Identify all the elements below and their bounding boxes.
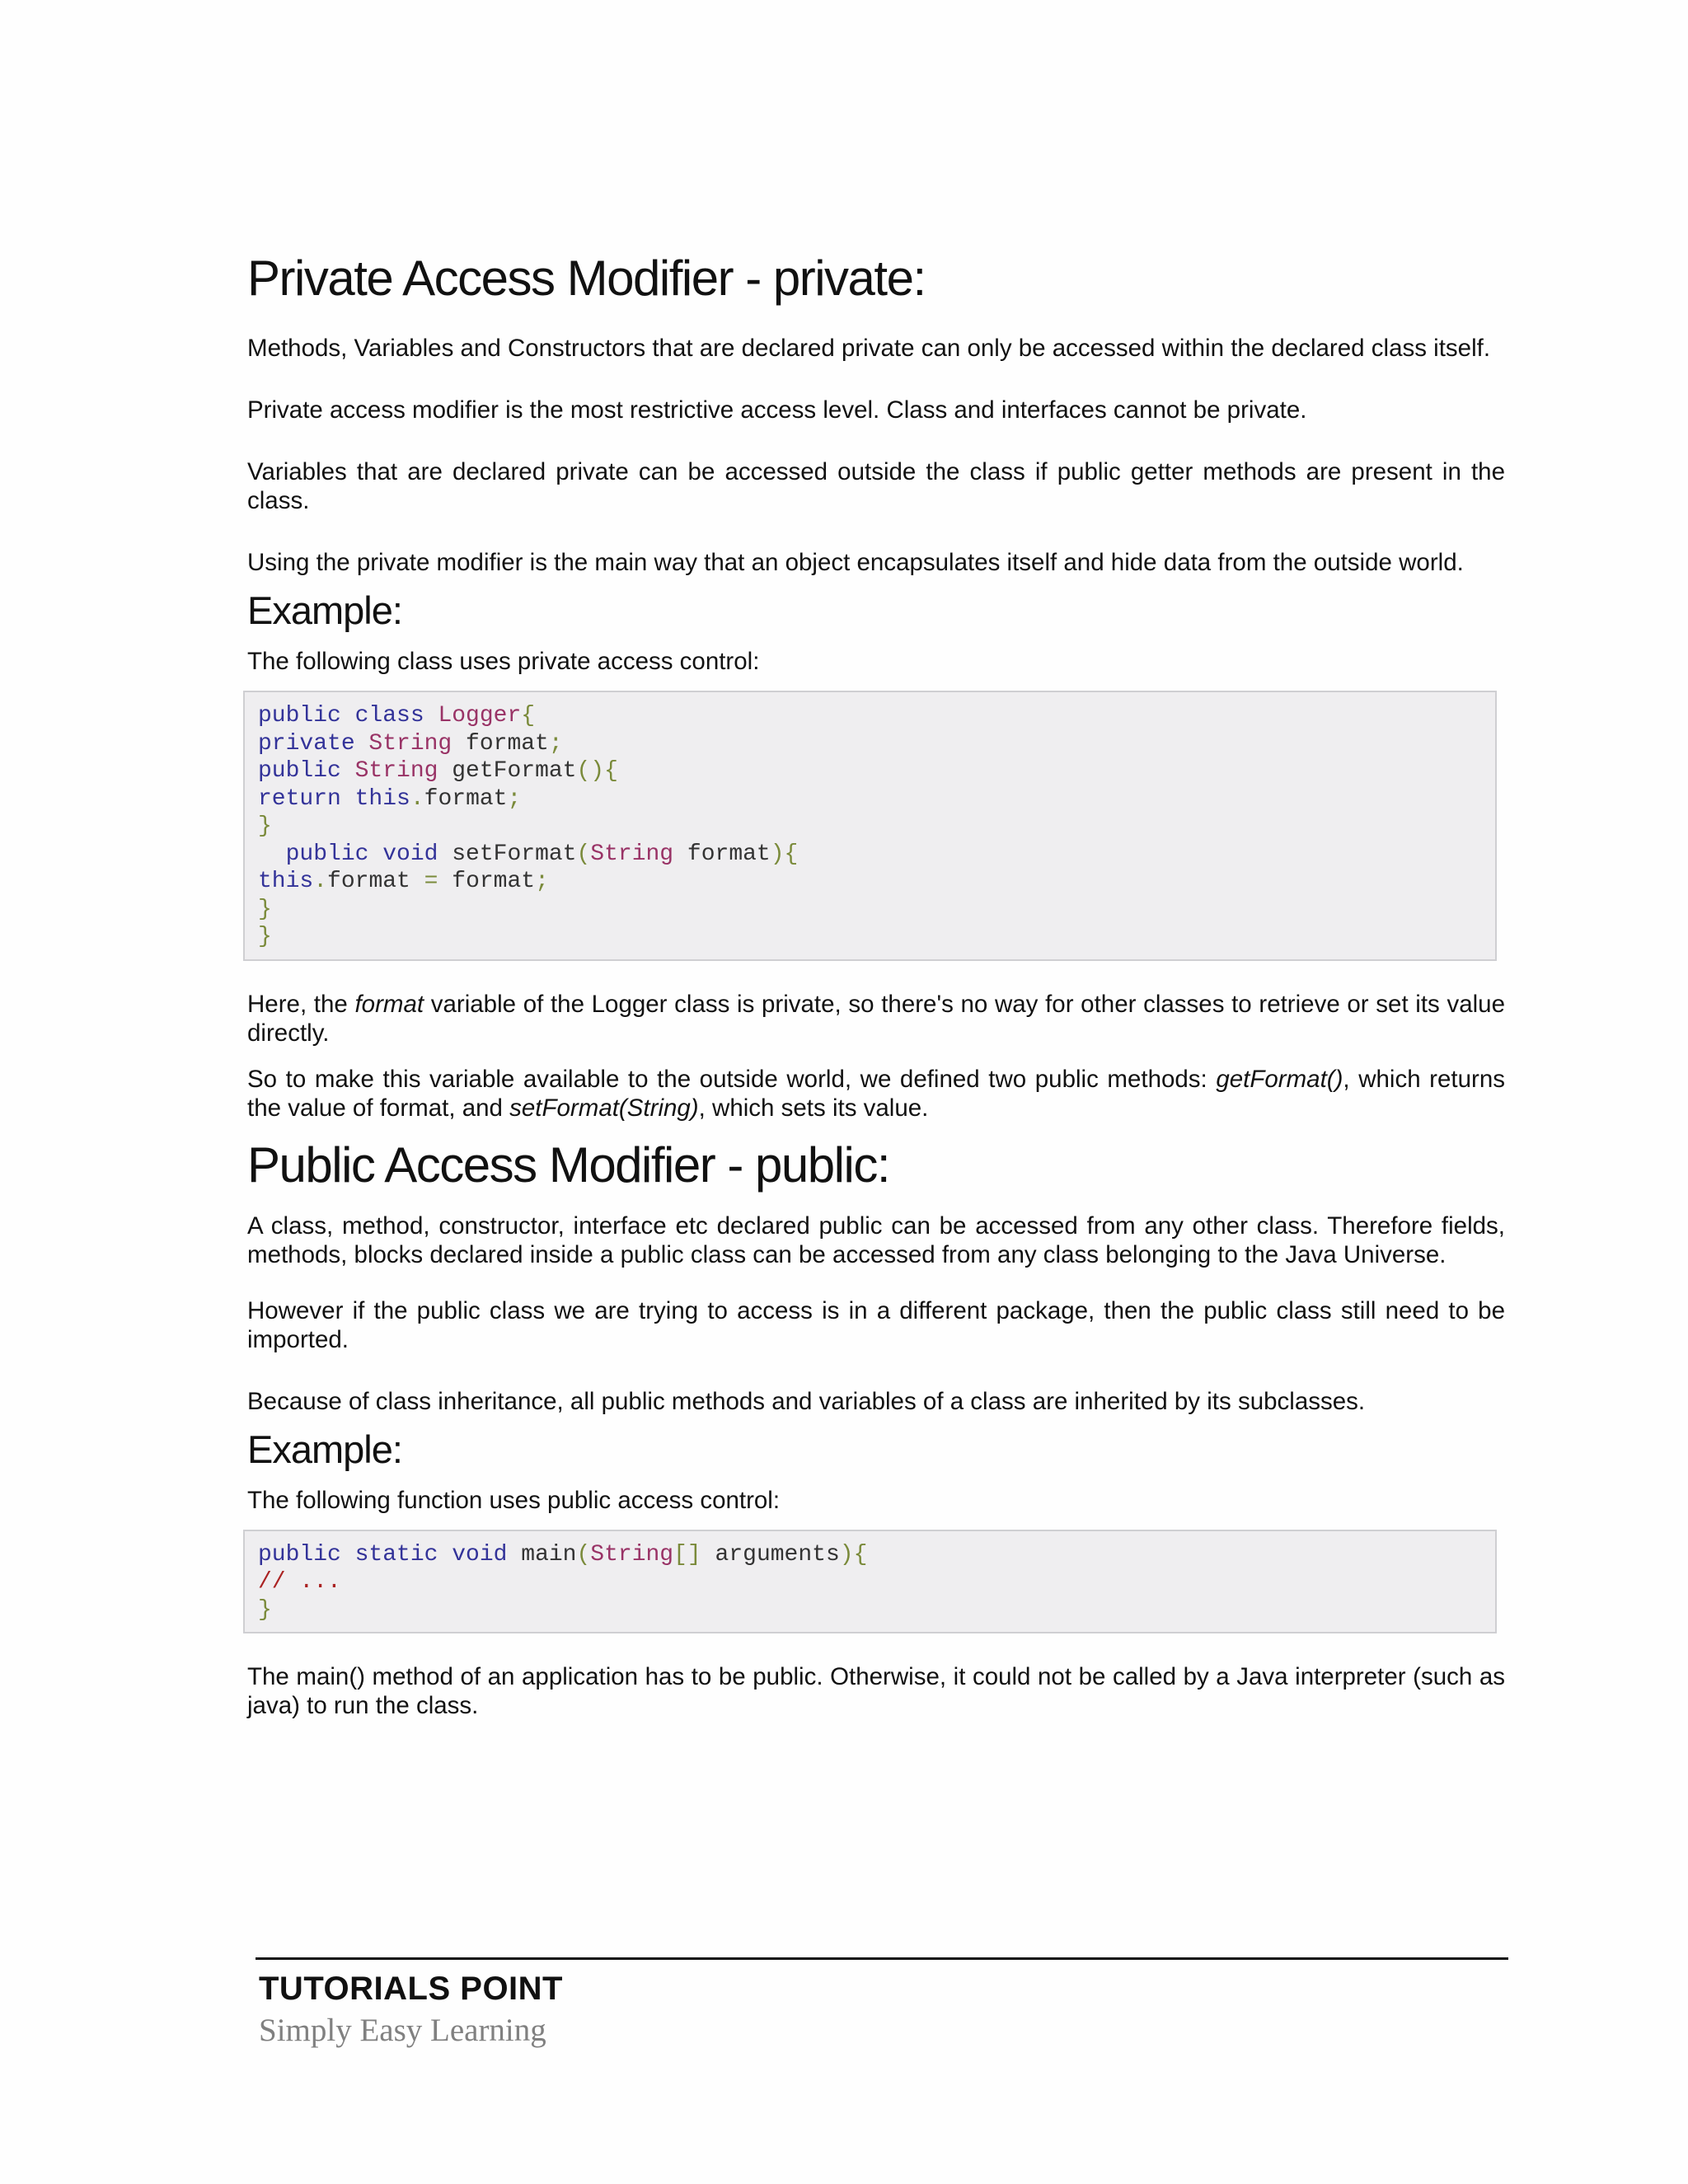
example-heading: Example:	[247, 1427, 402, 1471]
code-token: .	[410, 785, 424, 812]
code-token: {	[521, 703, 536, 729]
page-content	[247, 247, 1505, 1720]
paragraph-format-private	[247, 990, 1505, 1047]
code-token: getFormat	[452, 758, 577, 785]
paragraph: A class, method, constructor, interface etc declared public can be accessed from any other class. Therefore fields, methods, blocks declared inside a public class can be accessed from any class belonging to the Java Universe.	[247, 1212, 1505, 1268]
code-block-logger	[243, 691, 1497, 961]
code-token: public void	[285, 841, 452, 867]
code-line	[258, 785, 1482, 813]
footer-brand: TUTORIALS POINT	[259, 1971, 563, 2007]
code-token: format	[327, 869, 424, 895]
code-line	[258, 813, 1482, 841]
code-line	[258, 702, 1482, 730]
code-token: format	[687, 841, 771, 867]
code-token: this	[258, 869, 314, 895]
code-token: public class	[258, 703, 438, 729]
code-line	[258, 841, 1482, 869]
example-intro: The following class uses private access control:	[247, 648, 760, 676]
code-block-main	[243, 1530, 1497, 1634]
code-token: ;	[548, 730, 563, 757]
section-heading-public: Public Access Modifier - public:	[247, 1137, 889, 1193]
paragraph: Private access modifier is the most restrictive access level. Class and interfaces cannot be private.	[247, 396, 1307, 424]
code-line	[258, 1596, 1482, 1624]
footer-divider	[256, 1957, 1508, 1960]
code-token: String	[590, 841, 687, 867]
code-token: =	[424, 869, 452, 895]
emphasis: setFormat(String)	[509, 1094, 699, 1122]
paragraph-public-methods	[247, 1065, 1505, 1122]
paragraph: Variables that are declared private can be accessed outside the class if public getter methods are present in the class.	[247, 458, 1505, 514]
code-token: String	[590, 1541, 674, 1568]
paragraph: Using the private modifier is the main way that an object encapsulates itself and hide data from the outside world.	[247, 549, 1464, 576]
code-token: }	[258, 896, 272, 922]
code-line	[258, 896, 1482, 924]
code-token: format	[424, 785, 508, 812]
code-line	[258, 757, 1482, 785]
code-line	[258, 923, 1482, 951]
code-token: ;	[507, 785, 522, 812]
code-line	[258, 1568, 1482, 1596]
text: , which returns the value of format, and	[247, 1065, 1505, 1122]
example-heading: Example:	[247, 588, 402, 632]
code-line	[258, 868, 1482, 896]
text: variable of the Logger class is private, so there's no way for other classes to retrieve or set its value directly.	[247, 990, 1505, 1047]
footer-tagline: Simply Easy Learning	[259, 2013, 546, 2048]
code-token: public static void	[258, 1541, 522, 1568]
code-token: format	[466, 730, 549, 757]
paragraph: The main() method of an application has to be public. Otherwise, it could not be called by a Java interpreter (such as java) to run the class.	[247, 1663, 1505, 1720]
code-token: ;	[535, 869, 549, 895]
code-token: setFormat	[452, 841, 577, 867]
example-intro: The following function uses public access control:	[247, 1486, 781, 1514]
code-token: }	[258, 813, 272, 840]
text: Here, the	[247, 990, 355, 1018]
section-heading-private: Private Access Modifier - private:	[247, 251, 926, 306]
code-token: private	[258, 730, 369, 757]
code-token: }	[258, 1596, 272, 1623]
text: So to make this variable available to the outside world, we defined two public methods:	[247, 1065, 1217, 1093]
code-token: String	[368, 730, 467, 757]
text: , which sets its value.	[698, 1094, 929, 1122]
code-token: .	[313, 869, 328, 895]
code-token: main	[521, 1541, 577, 1568]
paragraph: Methods, Variables and Constructors that are declared private can only be accessed within the declared class itself.	[247, 335, 1491, 362]
code-token: format	[452, 869, 536, 895]
emphasis: format	[354, 990, 424, 1018]
code-token: Logger	[438, 703, 522, 729]
code-token: (	[576, 841, 591, 867]
paragraph: However if the public class we are trying to access is in a different package, then the public class still need to be imported.	[247, 1296, 1505, 1353]
code-token: (	[576, 1541, 591, 1568]
code-token: arguments	[715, 1541, 840, 1568]
code-line	[258, 1541, 1482, 1569]
code-token: ){	[839, 1541, 868, 1568]
code-token: ){	[770, 841, 799, 867]
code-token: (){	[576, 758, 618, 785]
code-token: // ...	[258, 1569, 341, 1596]
code-token	[258, 841, 286, 867]
code-token: public	[258, 758, 355, 785]
code-token: return this	[258, 785, 410, 812]
code-token: String	[354, 758, 452, 785]
code-token: }	[258, 924, 272, 950]
emphasis: getFormat()	[1216, 1065, 1343, 1093]
code-token: []	[673, 1541, 715, 1568]
code-line	[258, 730, 1482, 758]
paragraph: Because of class inheritance, all public methods and variables of a class are inherited by its subclasses.	[247, 1387, 1366, 1415]
